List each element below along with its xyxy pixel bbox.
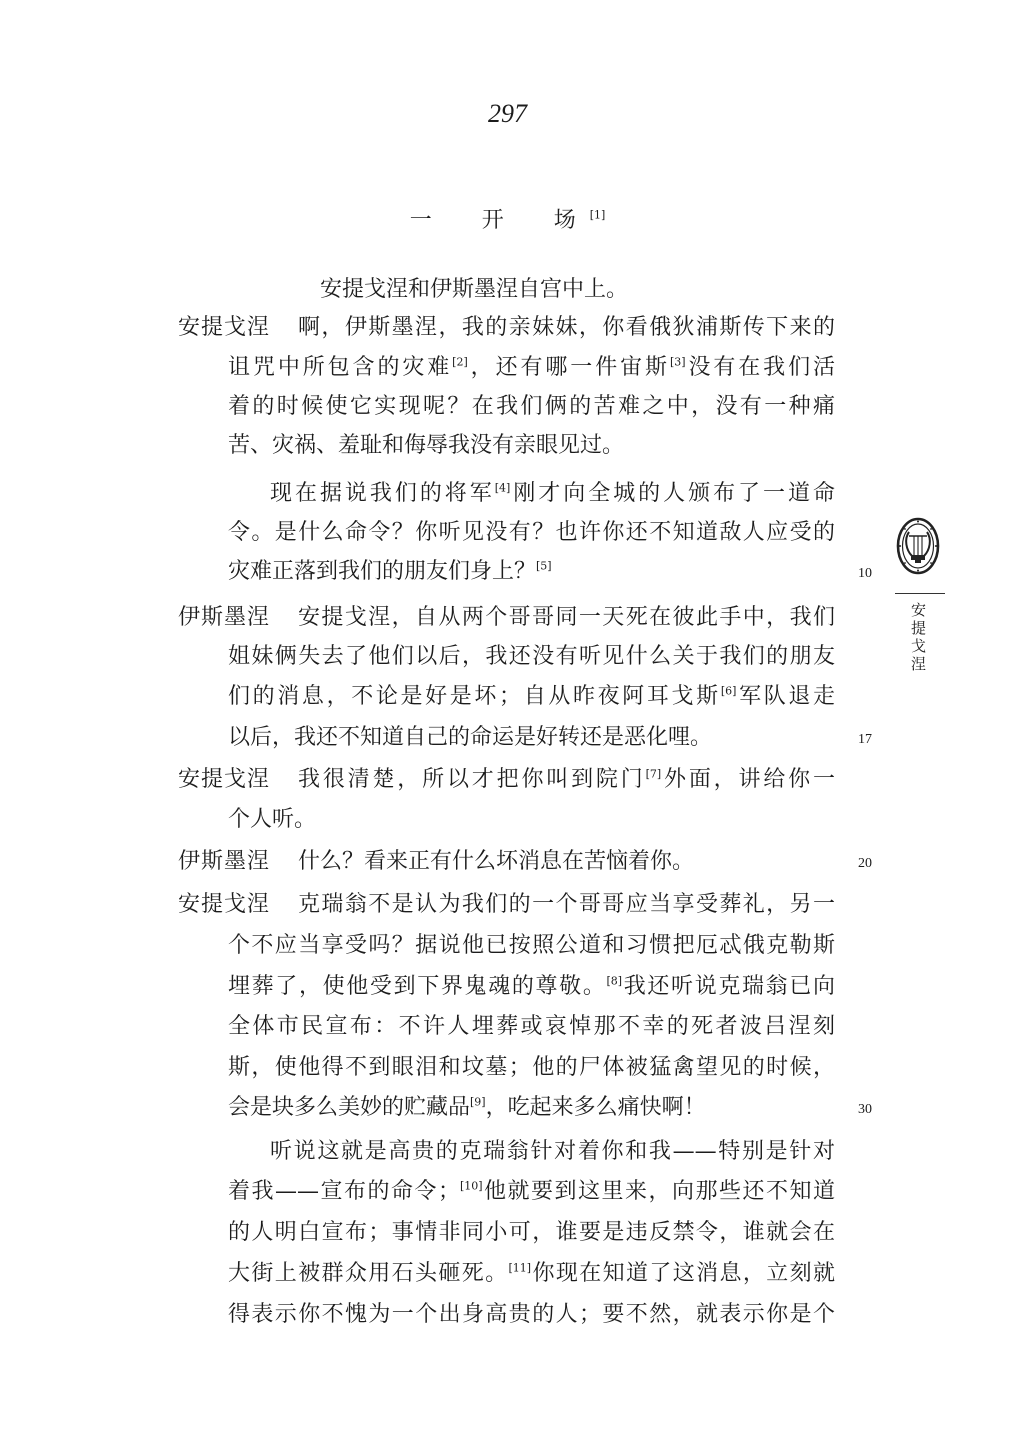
text-run: ，还有哪一件宙斯 bbox=[467, 355, 670, 380]
text-line bbox=[0, 431, 1015, 461]
text-run: 灾难正落到我们的朋友们身上？ bbox=[228, 559, 537, 584]
text-run: 埋葬了，使他受到下界鬼魂的尊敬。 bbox=[228, 974, 607, 999]
text-line bbox=[0, 1012, 1015, 1042]
line-text bbox=[228, 931, 835, 961]
footnote-marker: [3] bbox=[669, 355, 686, 369]
line-text bbox=[228, 723, 835, 753]
text-run: 全体市民宣布：不许人埋葬或哀悼那不幸的死者波吕涅刻 bbox=[228, 1014, 835, 1039]
text-line bbox=[0, 479, 1015, 509]
text-run: 着的时候使它实现呢？在我们俩的苦难之中，没有一种痛 bbox=[228, 394, 835, 419]
text-run: 外面，讲给你一 bbox=[661, 767, 835, 792]
text-line bbox=[0, 557, 1015, 587]
text-line bbox=[0, 1300, 1015, 1330]
text-run: 个不应当享受吗？据说他已按照公道和习惯把厄忒俄克勒斯 bbox=[228, 933, 835, 958]
line-text bbox=[228, 518, 835, 548]
scene-title bbox=[0, 206, 1015, 236]
line-text bbox=[228, 1093, 835, 1123]
footnote-marker: [11] bbox=[508, 1261, 532, 1275]
footnote-marker: [9] bbox=[470, 1095, 486, 1109]
line-text bbox=[228, 1218, 835, 1248]
scene-title-text: 一 开 场 bbox=[409, 208, 590, 233]
line-text bbox=[298, 847, 835, 877]
sidebar-book-title: 安提戈涅 bbox=[909, 602, 927, 674]
text-run: ，吃起来多么痛快啊！ bbox=[485, 1095, 706, 1120]
text-run: 他就要到这里来，向那些还不知道 bbox=[482, 1179, 835, 1204]
text-run: 着我——宣布的命令； bbox=[228, 1179, 460, 1204]
line-text bbox=[228, 557, 835, 587]
text-run: 我很清楚，所以才把你叫到院门 bbox=[298, 767, 646, 792]
text-run: 诅咒中所包含的灾难 bbox=[228, 355, 453, 380]
speaker-name: 安提戈涅 bbox=[178, 892, 271, 917]
text-line bbox=[0, 682, 1015, 712]
speaker-name: 伊斯墨涅 bbox=[178, 849, 271, 874]
line-text bbox=[270, 1137, 835, 1167]
footnote-marker: [1] bbox=[589, 208, 606, 222]
text-run: 大街上被群众用石头砸死。 bbox=[228, 1261, 509, 1286]
line-text bbox=[228, 972, 835, 1002]
text-run: 现在据说我们的将军 bbox=[270, 481, 495, 506]
text-run: 以后，我还不知道自己的命运是好转还是恶化哩。 bbox=[228, 725, 713, 750]
line-text bbox=[298, 313, 835, 343]
footnote-marker: [5] bbox=[536, 559, 552, 573]
text-run: 的人明白宣布；事情非同小可，谁要是违反禁令，谁就会在 bbox=[228, 1220, 835, 1245]
lyre-emblem-icon bbox=[896, 517, 940, 575]
text-run: 军队退走 bbox=[736, 684, 835, 709]
text-line bbox=[0, 603, 1015, 633]
page-number: 297 bbox=[488, 99, 527, 128]
text-line bbox=[0, 1053, 1015, 1083]
line-number: 17 bbox=[858, 732, 872, 747]
text-run: 令。是什么命令？你听见没有？也许你还不知道敌人应受的 bbox=[228, 520, 835, 545]
text-run: 会是块多么美妙的贮藏品 bbox=[228, 1095, 471, 1120]
text-run: 安提戈涅，自从两个哥哥同一天死在彼此手中，我们 bbox=[298, 605, 835, 630]
footnote-marker: [6] bbox=[720, 684, 737, 698]
line-text bbox=[228, 1012, 835, 1042]
line-text bbox=[298, 765, 835, 795]
line-text bbox=[228, 1300, 835, 1330]
text-run: 你现在知道了这消息，立刻就 bbox=[531, 1261, 835, 1286]
footnote-marker: [8] bbox=[606, 974, 623, 988]
line-text bbox=[298, 603, 835, 633]
text-run: 克瑞翁不是认为我们的一个哥哥应当享受葬礼，另一 bbox=[298, 892, 835, 917]
line-text bbox=[228, 1053, 835, 1083]
line-text bbox=[228, 1259, 835, 1289]
text-line bbox=[0, 642, 1015, 672]
line-number: 20 bbox=[858, 856, 872, 871]
text-line bbox=[0, 1259, 1015, 1289]
text-run: 斯，使他得不到眼泪和坟墓；他的尸体被猛禽望见的时候， bbox=[228, 1055, 835, 1080]
text-line bbox=[0, 353, 1015, 383]
sidebar-divider bbox=[895, 593, 945, 594]
line-text bbox=[228, 682, 835, 712]
text-run: 苦、灾祸、羞耻和侮辱我没有亲眼见过。 bbox=[228, 433, 625, 458]
speaker-name: 安提戈涅 bbox=[178, 315, 271, 340]
line-text bbox=[228, 392, 835, 422]
line-text bbox=[228, 642, 835, 672]
text-line bbox=[0, 1218, 1015, 1248]
line-text bbox=[270, 479, 835, 509]
text-run: 个人听。 bbox=[228, 807, 317, 832]
text-line bbox=[0, 1093, 1015, 1123]
line-text bbox=[228, 353, 835, 383]
text-line bbox=[0, 890, 1015, 920]
text-run: 啊，伊斯墨涅，我的亲妹妹，你看俄狄浦斯传下来的 bbox=[298, 315, 835, 340]
line-text bbox=[298, 890, 835, 920]
text-run: 刚才向全城的人颁布了一道命 bbox=[510, 481, 835, 506]
text-line bbox=[0, 723, 1015, 753]
text-run: 什么？看来正有什么坏消息在苦恼着你。 bbox=[298, 849, 695, 874]
text-line bbox=[0, 1137, 1015, 1167]
text-line bbox=[0, 931, 1015, 961]
text-run: 听说这就是高贵的克瑞翁针对着你和我——特别是针对 bbox=[270, 1139, 835, 1164]
text-run: 姐妹俩失去了他们以后，我还没有听见什么关于我们的朋友 bbox=[228, 644, 835, 669]
footnote-marker: [10] bbox=[459, 1179, 483, 1193]
text-run: 们的消息，不论是好是坏；自从昨夜阿耳戈斯 bbox=[228, 684, 721, 709]
line-number: 10 bbox=[858, 566, 872, 581]
line-text bbox=[228, 431, 835, 461]
text-line bbox=[0, 518, 1015, 548]
text-run: 得表示你不愧为一个出身高贵的人；要不然，就表示你是个 bbox=[228, 1302, 835, 1327]
speaker-name: 伊斯墨涅 bbox=[178, 605, 271, 630]
text-line bbox=[0, 847, 1015, 877]
text-line bbox=[0, 392, 1015, 422]
text-line bbox=[0, 313, 1015, 343]
footnote-marker: [7] bbox=[645, 767, 662, 781]
text-line bbox=[0, 972, 1015, 1002]
stage-direction: 安提戈涅和伊斯墨涅自宫中上。 bbox=[320, 277, 629, 302]
speaker-name: 安提戈涅 bbox=[178, 767, 271, 792]
text-line bbox=[0, 805, 1015, 835]
line-text bbox=[228, 1177, 835, 1207]
footnote-marker: [4] bbox=[494, 481, 511, 495]
text-run: 我还听说克瑞翁已向 bbox=[622, 974, 835, 999]
footnote-marker: [2] bbox=[452, 355, 468, 369]
text-line bbox=[0, 765, 1015, 795]
text-run: 没有在我们活 bbox=[685, 355, 835, 380]
line-number: 30 bbox=[858, 1102, 872, 1117]
text-line bbox=[0, 1177, 1015, 1207]
line-text bbox=[228, 805, 835, 835]
